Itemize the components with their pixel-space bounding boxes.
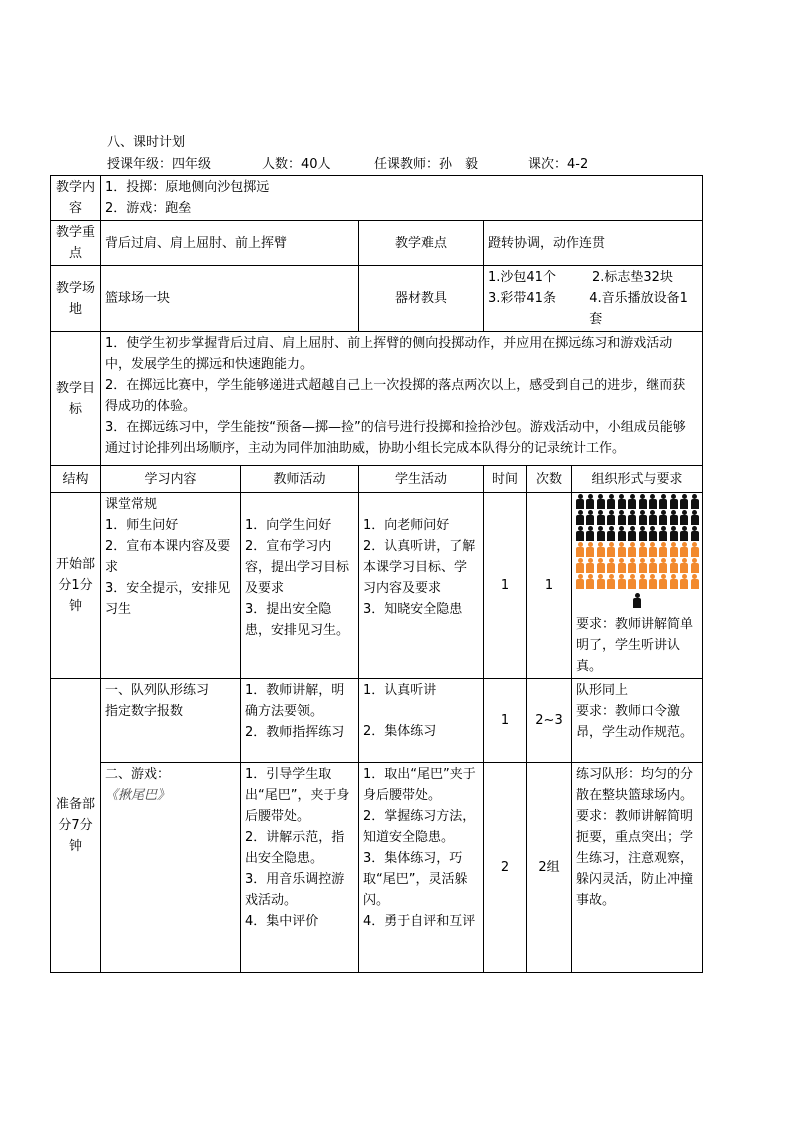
person-icon (607, 510, 614, 525)
equipment-item: 2.标志垫32块 (592, 270, 673, 285)
prep-game-teacher-line: 1．引导学生取出“尾巴”，夹于身后腰带处。 (245, 767, 350, 824)
person-icon (639, 542, 646, 557)
person-icon (586, 510, 593, 525)
equipment-item: 3.彩带41条 (488, 291, 556, 306)
prep-drill-content (101, 679, 241, 763)
formation-row (576, 510, 698, 525)
person-icon (618, 542, 625, 557)
person-icon (659, 558, 666, 573)
prep-game-name: 《揪尾巴》 (105, 788, 171, 803)
prep-game-org-line: 要求：教师讲解简明扼要，重点突出；学生练习，注意观察，躲闪灵活，防止冲撞事故。 (576, 809, 694, 908)
content-row (51, 176, 703, 221)
start-requirement: 要求：教师讲解简单明了，学生听讲认真。 (576, 617, 694, 674)
header-learning-content: 学习内容 (101, 466, 241, 493)
prep-game-student-line: 1．取出“尾巴”夹于身后腰带处。 (363, 767, 476, 803)
person-icon (659, 574, 666, 589)
venue-label: 教学场地 (51, 266, 101, 332)
person-icon (628, 558, 635, 573)
person-icon (628, 574, 635, 589)
objectives-cell (101, 332, 703, 466)
person-icon (680, 510, 687, 525)
start-section-label: 开始部分1分钟 (51, 493, 101, 679)
content-cell (101, 176, 703, 221)
start-content-line: 2．宣布本课内容及要求 (105, 539, 231, 575)
prep-drill-row (51, 679, 703, 763)
prep-drill-reps: 2~3 (527, 679, 572, 763)
person-icon (597, 494, 604, 509)
prep-drill-org-line: 要求：教师口令激昂，学生动作规范。 (576, 704, 694, 740)
prep-drill-student-line: 2．集体练习 (363, 724, 437, 739)
start-reps: 1 (527, 493, 572, 679)
header-row (51, 466, 703, 493)
person-icon (576, 542, 583, 557)
start-organization (572, 493, 703, 679)
formation-row (576, 494, 698, 509)
start-teacher-line: 1．向学生问好 (245, 518, 332, 533)
prep-drill-teacher-line: 2．教师指挥练习 (245, 725, 345, 740)
person-icon (639, 510, 646, 525)
formation-row (576, 526, 698, 541)
header-student-activity: 学生活动 (359, 466, 484, 493)
person-icon (659, 526, 666, 541)
venue-row (51, 266, 703, 332)
person-icon (576, 526, 583, 541)
person-icon (628, 494, 635, 509)
person-icon (618, 526, 625, 541)
person-icon (597, 526, 604, 541)
prep-game-teacher-line: 3．用音乐调控游戏活动。 (245, 872, 345, 908)
prep-game-time: 2 (484, 763, 527, 973)
info-lesson-number: 课次：4-2 (528, 157, 589, 172)
person-icon (628, 526, 635, 541)
person-icon (670, 510, 677, 525)
person-icon (691, 494, 698, 509)
person-icon (607, 526, 614, 541)
person-icon (607, 494, 614, 509)
equipment-label: 器材教具 (359, 266, 484, 332)
person-icon (680, 494, 687, 509)
objectives-row (51, 332, 703, 466)
person-icon (628, 542, 635, 557)
person-icon (576, 494, 583, 509)
info-grade: 授课年级：四年级 (107, 157, 212, 172)
difficulty-label: 教学难点 (359, 221, 484, 266)
header-organization: 组织形式与要求 (572, 466, 703, 493)
content-line: 1．投掷：原地侧向沙包掷远 (105, 180, 270, 195)
prep-drill-content-line: 一、队列队形练习 (105, 683, 210, 698)
prep-game-content (101, 763, 241, 973)
person-icon (691, 542, 698, 557)
person-icon (670, 494, 677, 509)
prep-game-org-line: 练习队形：均匀的分散在整块篮球场内。 (576, 767, 694, 803)
key-point-row (51, 221, 703, 266)
teacher-position (576, 593, 698, 608)
formation-row (576, 558, 698, 573)
person-icon (639, 526, 646, 541)
person-icon (670, 574, 677, 589)
info-student-count: 人数：40人 (262, 157, 331, 172)
start-section-row (51, 493, 703, 679)
person-icon (649, 510, 656, 525)
start-content-line: 1．师生问好 (105, 518, 179, 533)
person-icon (597, 574, 604, 589)
header-reps: 次数 (527, 466, 572, 493)
prep-drill-student (359, 679, 484, 763)
person-icon (649, 526, 656, 541)
prep-game-teacher-line: 4．集中评价 (245, 914, 319, 929)
start-student-line: 2．认真听讲，了解本课学习目标、学习内容及要求 (363, 539, 476, 596)
person-icon (586, 526, 593, 541)
prep-drill-teacher (241, 679, 359, 763)
equipment-item: 4.音乐播放设备1套 (589, 291, 688, 327)
person-icon (576, 510, 583, 525)
prep-section-label: 准备部分7分钟 (51, 679, 101, 973)
header-teacher-activity: 教师活动 (241, 466, 359, 493)
key-point-label: 教学重点 (51, 221, 101, 266)
person-icon (670, 526, 677, 541)
objective-line: 3．在掷远练习中，学生能按“预备—掷—捡”的信号进行投掷和捡拾沙包。游戏活动中，小组成员能够通过讨论排列出场顺序，主动为同伴加油助威，协助小组长完成本队得分的记录统计工作。 (105, 420, 686, 456)
formation-row (576, 574, 698, 589)
prep-drill-teacher-line: 1．教师讲解，明确方法要领。 (245, 683, 345, 719)
prep-game-teacher (241, 763, 359, 973)
person-icon (607, 542, 614, 557)
header-time: 时间 (484, 466, 527, 493)
page-heading: 八、课时计划 (107, 135, 186, 150)
person-icon (628, 510, 635, 525)
prep-game-title: 二、游戏： (105, 767, 171, 782)
person-icon (607, 558, 614, 573)
person-icon (659, 510, 666, 525)
prep-game-student-line: 2．掌握练习方法，知道安全隐患。 (363, 809, 476, 845)
start-student-line: 3．知晓安全隐患 (363, 602, 463, 617)
person-icon (586, 542, 593, 557)
prep-game-teacher-line: 2．讲解示范，指出安全隐患。 (245, 830, 345, 866)
person-icon (618, 494, 625, 509)
formation-row (576, 542, 698, 557)
person-icon (586, 574, 593, 589)
prep-game-student (359, 763, 484, 973)
objective-line: 2．在掷远比赛中，学生能够递进式超越自己上一次投掷的落点两次以上，感受到自己的进步，继而获得成功的体验。 (105, 378, 686, 414)
prep-game-organization (572, 763, 703, 973)
person-icon (649, 574, 656, 589)
person-icon (680, 574, 687, 589)
person-icon (586, 558, 593, 573)
person-icon (618, 574, 625, 589)
person-icon (649, 494, 656, 509)
prep-game-student-line: 4．勇于自评和互评 (363, 914, 476, 929)
person-icon (597, 558, 604, 573)
person-icon (597, 510, 604, 525)
prep-game-row (51, 763, 703, 973)
lesson-plan-table (50, 175, 703, 973)
start-student-line: 1．向老师问好 (363, 518, 450, 533)
person-icon (670, 542, 677, 557)
person-icon (659, 542, 666, 557)
person-icon (618, 510, 625, 525)
start-teacher-line: 3．提出安全隐患，安排见习生。 (245, 602, 350, 638)
equipment-cell (484, 266, 703, 332)
person-icon (607, 574, 614, 589)
person-icon (597, 542, 604, 557)
objectives-label: 教学目标 (51, 332, 101, 466)
key-point-text: 背后过肩、肩上屈肘、前上挥臂 (101, 221, 359, 266)
prep-drill-time: 1 (484, 679, 527, 763)
person-icon (586, 494, 593, 509)
person-icon (680, 542, 687, 557)
person-icon (670, 558, 677, 573)
person-icon (680, 526, 687, 541)
prep-game-reps: 2组 (527, 763, 572, 973)
start-time: 1 (484, 493, 527, 679)
person-icon (639, 574, 646, 589)
person-icon (639, 494, 646, 509)
header-structure: 结构 (51, 466, 101, 493)
info-teacher: 任课教师：孙 毅 (374, 157, 479, 172)
prep-drill-organization (572, 679, 703, 763)
prep-game-student-line: 3．集体练习，巧取“尾巴”，灵活躲闪。 (363, 851, 468, 908)
difficulty-text: 蹬转协调，动作连贯 (484, 221, 703, 266)
start-content (101, 493, 241, 679)
formation-diagram (576, 494, 698, 589)
prep-drill-org-line: 队形同上 (576, 683, 629, 698)
person-icon (618, 558, 625, 573)
person-icon (659, 494, 666, 509)
teacher-person-icon (633, 593, 641, 608)
start-teacher-activity (241, 493, 359, 679)
start-student-activity (359, 493, 484, 679)
person-icon (639, 558, 646, 573)
equipment-item: 1.沙包41个 (488, 270, 556, 285)
content-label: 教学内容 (51, 176, 101, 221)
prep-drill-content-line: 指定数字报数 (105, 704, 184, 719)
person-icon (691, 510, 698, 525)
start-teacher-line: 2．宣布学习内容，提出学习目标及要求 (245, 539, 350, 596)
person-icon (649, 558, 656, 573)
person-icon (680, 558, 687, 573)
person-icon (576, 558, 583, 573)
person-icon (691, 574, 698, 589)
start-content-line: 3．安全提示，安排见习生 (105, 581, 231, 617)
person-icon (576, 574, 583, 589)
person-icon (691, 558, 698, 573)
content-line: 2．游戏：跑垒 (105, 201, 192, 216)
person-icon (649, 542, 656, 557)
venue-text: 篮球场一块 (101, 266, 359, 332)
start-content-line: 课堂常规 (105, 497, 158, 512)
objective-line: 1．使学生初步掌握背后过肩、肩上屈肘、前上挥臂的侧向投掷动作，并应用在掷远练习和游戏活动中，发展学生的掷远和快速跑能力。 (105, 336, 673, 372)
person-icon (691, 526, 698, 541)
prep-drill-student-line: 1．认真听讲 (363, 683, 437, 698)
